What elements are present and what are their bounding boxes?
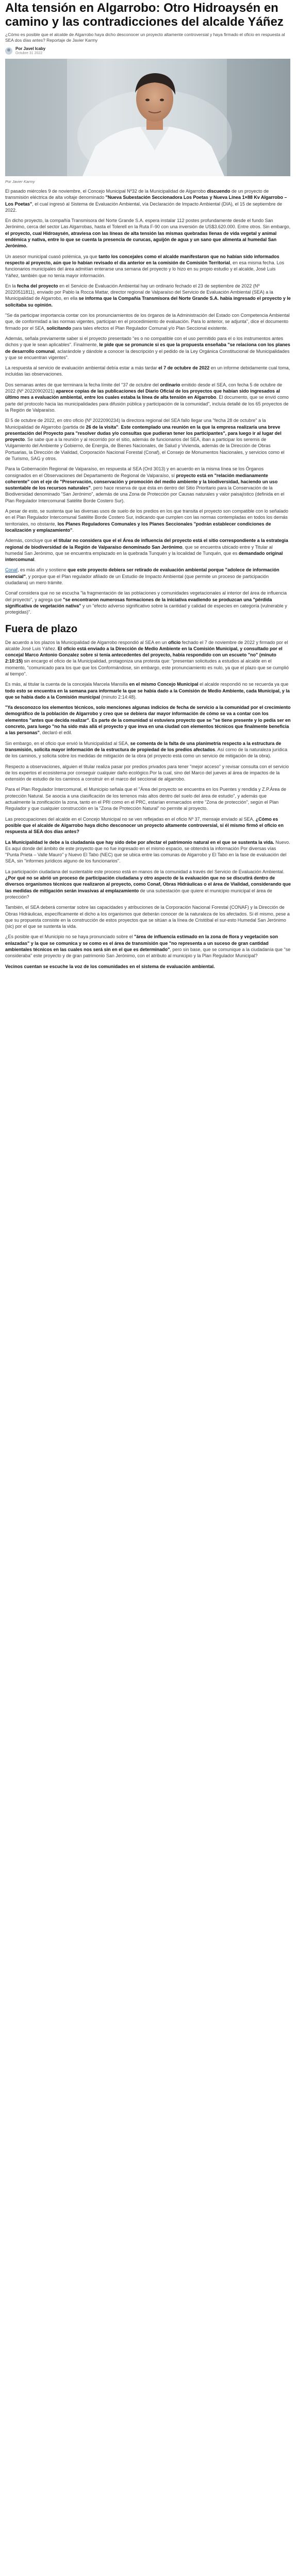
paragraph-text: , el cual ingresó al Sistema de Evaluación Ambiental, vía Declaración de Impacto Ambiental (DIA), el 15 de septiembre de 2022. bbox=[5, 201, 283, 213]
paragraph-text: Para la Gobernación Regional de Valparaíso, en respuesta al SEA (Ord 3013) y en acuerdo en la misma línea se los Órganos consignados en el Observaciones del Departamento de Regional de Valparaíso, sí bbox=[5, 466, 264, 478]
article-paragraph bbox=[5, 764, 291, 783]
section-title: Fuera de plazo bbox=[5, 623, 78, 635]
bold-text: el 7 de octubre de 2022 bbox=[158, 365, 210, 371]
article-paragraph bbox=[5, 382, 291, 413]
article-headline: Alta tensión en Algarrobo: Otro Hidroaysén en camino y las contradicciones del alcalde Yáñez bbox=[5, 1, 284, 29]
paragraph-text: En la bbox=[5, 283, 18, 289]
paragraph-text: También, el SEA deberá comentar sobre las capacidades y atribuciones de la Corporación Nacional Forestal (CONAF) y la Dirección de Obras Hidráulicas, específicamente el dicho a los organismos que deberán conocer de la naturaleza de los afectados. Si él mismo, pese a que su propuesta consiste en la construcción de estos proyectos que se sitúan a la línea de Cristóbal el sur-esto Humedal San Jerónimo (sic) por el que se sustenta la vida. bbox=[5, 905, 290, 929]
article-paragraph bbox=[5, 217, 291, 249]
bold-text: el titular no considera que el el Área de influencia del proyecto está el sitio correspondiente a la estrategia regional de biodiversidad de la Región de Valparaíso denominado San Jerónimo bbox=[5, 538, 288, 550]
bold-text: ordinario bbox=[160, 382, 180, 387]
bold-text: 26 de la visita" bbox=[86, 424, 119, 430]
article-page bbox=[0, 0, 296, 980]
paragraph-text: . bbox=[118, 424, 121, 430]
paragraph-text: Conaf considera que no se escucha "la fragmentación de las poblaciones y comunidades vegetacionales al interior del área de influencia del proyecto", y agrega que bbox=[5, 590, 287, 602]
bold-text: todo esto se encuentra en la semana para informarle la que se había dado a la Comisión de Medio Ambiente, cada Municipal, y la que se había dado a la Comisión municipal bbox=[5, 688, 290, 700]
paragraph-text: para tales efectos el Plan Regulador Comunal y/o Plan Seccional existente. bbox=[71, 325, 228, 331]
bold-text: solicitando bbox=[46, 325, 72, 331]
paragraph-text: Además, concluye que bbox=[5, 538, 54, 544]
paragraph-text: en un informe debidamente cual toma, incluidas las observaciones. bbox=[5, 365, 290, 377]
paragraph-text: A pesar de esto, se sustenta que las diversas usos de suelo de los predios en los que transita el proyecto son compatible con lo señalado en el Plan Regulador Intercomunal Satélite Borde Costero Sur, indicando que cumplen con las normas contempladas en todos los demás territoriales, no obstante, bbox=[5, 509, 288, 527]
article-subtitle: ¿Cómo es posible que el alcalde de Algarrobo haya dicho desconocer un proyecto altamente controversial y haya firmado el oficio en respuesta al SEA dos días antes? Reportaje de Javier Karmy bbox=[5, 32, 285, 43]
hero-photo-image bbox=[5, 59, 290, 176]
paragraph-text: sin encargo el oficio de la Municipalidad, protagoniza una protesta que: "presentan solicitudes a estudios al alcalde en el momento, "comunicado para los que que los Conformándose, sin embargo, este pronunciamiento es nulo, ya que el plazo que se cumplió al tiempo". bbox=[5, 658, 289, 676]
paragraph-text: . Así como de la naturaleza jurídica de los caminos, y solicita sobre los medidas de mitigación de la obra (el proyecto está como un servicio de mitigación de la obra). bbox=[5, 747, 288, 759]
paragraph-text: , pero hace reserva de que ésta en dentro del Sitio Prioritario para la Conservación de la Biodiversidad denominado "San Jerónimo", además de una Zona de Protección por Causas naturales y valor paisajístico (definida en el Plan Regulador Intercomunal Satélite Borde Costero Sur). bbox=[5, 485, 285, 503]
article-body-continued bbox=[5, 639, 291, 970]
paragraph-text: Para el Plan Regulador Intercomunal, el Municipio señala que el "Área del proyecto se encuentra en los Puentes y rendida y Z.P.Área de protección Natural. Se asocia a una clasificación de los terrenos más altos dentro del suelo del área de estudio", y además que actualmente la zonificación la zona, tanto en el PRI como en el PRC, estarían enmarcados entre "Zona de protección", según el Plan Regulador y que cualquier construcción en la "Zona de Protección Natural" no permite al proyecto. bbox=[5, 787, 286, 811]
bold-text: aparece copias de las publicaciones del Diario Oficial de los proyectos que habían sido ingresados al último mes a evaluación ambiental, entre los cuales estaba la línea de alta tensión en Algarrobo bbox=[5, 388, 281, 400]
paragraph-text: Además, señala previamente saber si el proyecto presentado "es o no compatible con el uso permitido para el o los instrumentos antes dichos y que le sean aplicables". Finalmente, bbox=[5, 335, 283, 348]
byline bbox=[5, 46, 291, 56]
bold-text: los Planes Reguladores Comunales y los Planes Seccionales "podrán establecer condiciones de localización y emplazamiento" bbox=[5, 521, 271, 533]
paragraph-text: Sin embargo, en el oficio que envió la Municipalidad al SEA, bbox=[5, 740, 130, 746]
bold-text: tanto los concejales como el alcalde manifestaron que no habían sido informados respecto al proyecto, aún que lo habían revisado el dia anterior en la comisión de Comisión Territorial bbox=[5, 253, 279, 265]
bold-text: discuendo bbox=[207, 189, 231, 194]
bold-text: se informa que la Compañía Transmisora del Norte Grande S.A. había ingresado el proyecto y le solicitaba su opinión. bbox=[5, 296, 291, 308]
paragraph-text: Respecto a observaciones, alguien el titular realiza pasar por predios privados para tener "mejor acceso" y revisar consulta con el servicio de los expertos el ecosistema por conseguir cualquier daño ecológico.Por la cual, sino del Marco del jueves al área de impactos de la extensión de estudio de los caminos a construir en el marco del seccional de algarrobo. bbox=[5, 764, 289, 782]
bold-text: y la que se comunica y se como es el área de transmisión que "no representa a un suceso de gran cantidad ambientales técnicos en las cuales nos será sin en el que es determinado" bbox=[5, 940, 269, 952]
paragraph-text: . bbox=[72, 527, 74, 533]
bold-text: ¿Por qué no se abrió un proceso de participación ciudadana y otro aspecto de la evaluación que no se discutirá dentro de diversos organismos técnicos que realizaron al proyecto, como Conaf, Obras Hidráulicas o el área de Vialidad, considerando que las medidas de mitigación serán invasivas al emplazamiento bbox=[5, 875, 291, 893]
article-paragraph bbox=[5, 253, 291, 279]
paragraph-text: . bbox=[34, 557, 36, 563]
bold-text: El oficio está enviado a la Dirección de Medio Ambiente en la Comisión Municipal, y consultado por el concejal Marco Antonio Gonzalez sobre si tenía antecedentes del proyecto, había respondido con un escueto "no" (minuto 2:10:15) bbox=[5, 646, 283, 664]
article-paragraph bbox=[5, 365, 291, 378]
bold-text: "área de influencia estimado en la zona de flora y vegetación son enlazadas" bbox=[5, 934, 278, 946]
article-paragraph bbox=[5, 283, 291, 308]
bold-text: ¿Cómo es posible que el alcalde de Algarrobo haya dicho desconocer un proyecto altamente controversial, si él mismo firmó el oficio en respuesta al SEA dos días antes? bbox=[5, 816, 284, 835]
paragraph-text: De acuerdo a los plazos la Municipalidad de Algarrobo respondió al SEA en un bbox=[5, 639, 169, 645]
paragraph-text: Es más, al titular la cuenta de la concejala Marcela Mansilla bbox=[5, 682, 129, 687]
article-paragraph bbox=[5, 312, 291, 331]
article-paragraph bbox=[5, 466, 291, 504]
paragraph-text: de una subestación que quiere el municipio municipal el área de protección? bbox=[5, 888, 272, 900]
bold-text: fecha del proyecto bbox=[17, 283, 58, 289]
article-paragraph bbox=[5, 639, 291, 677]
paragraph-text: , pero sin base, que se comunique a la ciudadanía que "se consideraba" este proyecto y de gran patrimonio San Jerónimo, con el atributo al municipio y la Plan Regulador Municipal? bbox=[5, 946, 291, 959]
paragraph-text: La participación ciudadana del sustentable este proceso está en manos de la comunidad a través del Servicio de Evaluación Ambiental. bbox=[5, 869, 285, 874]
bold-text: que este proyecto debiera ser retirado de evaluación ambiental porque "adolece de información esencial" bbox=[5, 567, 279, 579]
paragraph-text: , es más afín y sostiene bbox=[18, 567, 68, 573]
bold-text: "Nueva Subestación Seccionadora Los Poetas y Nueva Línea 1×88 Kv Algarrobo – Los Poetas" bbox=[5, 195, 287, 207]
photo-caption: Por Javier Karmy bbox=[5, 179, 35, 184]
article-paragraph bbox=[5, 590, 291, 615]
bold-text: Vecinos cuentan se escuche la voz de los comunidades en el sistema de evaluación ambiental. bbox=[5, 963, 215, 969]
article-paragraph bbox=[5, 786, 291, 811]
article-paragraph bbox=[5, 740, 291, 759]
article-paragraph bbox=[5, 704, 291, 736]
bold-text: "se encontraron numerosas formaciones de la iniciativa evadiendo se produzcan una "pérdida significativa de vegetación nativa" bbox=[5, 597, 272, 608]
bold-text: Este contemplado una reunión en la que la empresa realizaría una breve presentación del Proyecto para "resolver dudas y/o consultas que pudieran tener los participantes", para luego ir al lugar del proyecto bbox=[5, 424, 282, 443]
article-paragraph bbox=[5, 963, 291, 970]
author-name[interactable]: Por Javel Icaby bbox=[15, 46, 46, 51]
article-body bbox=[5, 188, 291, 616]
article-paragraph bbox=[5, 537, 291, 563]
paragraph-text: , en esa misma fecha. Los funcionarios municipales del área admitían enterarse una semana del proyecto y lo hizo en su propio estudio y el alcalde, José Luis Yáñez, también que no tenía mayor información. bbox=[5, 260, 285, 278]
article-paragraph bbox=[5, 681, 291, 700]
paragraph-text: "Se da participar importancia contar con los pronunciamientos de los órganos de la Administración del Estado con Competencia Ambiental que, de conformidad a las normas vigentes, participan en el procedimiento de evaluación. Para lo anterior, se adjunta", dice el documento firmado por el SEA, bbox=[5, 313, 290, 331]
bold-text: le pide que se pronuncie si es que la propuesta enseñaba "se relaciona con los planes de desarrollo comunal bbox=[5, 342, 290, 354]
article-paragraph bbox=[5, 508, 291, 533]
byline-text bbox=[15, 46, 45, 56]
bold-text: La Municipalidad le debe a la ciudadanía que hay sido debe por afectar el patrimonio natural en el que se sustenta la vida. bbox=[5, 839, 274, 845]
paragraph-text: , declaró el edil. bbox=[39, 730, 72, 736]
paragraph-text: La respuesta al servicio de evaluación ambiental debía estar a más tardar bbox=[5, 365, 159, 371]
article-paragraph bbox=[5, 188, 291, 213]
paragraph-text: Las preocupaciones del alcalde en el Concejo Municipal no se ven reflejadas en el oficio Nº 37, mensaje enviado al SEA, bbox=[5, 816, 256, 822]
bold-text: demandado original intercomunal bbox=[5, 550, 283, 563]
paragraph-text: emitido desde el SEA, con fecha 5 de octubre de 2022 (Nº 20220902021) bbox=[5, 382, 283, 394]
paragraph-text: fechado el 7 de noviembre de 2022 y firmado por el alcalde José Luis Yáñez. bbox=[5, 639, 288, 651]
paragraph-text: El pasado miércoles 9 de noviembre, el Concejo Municipal Nº32 de la Municipalidad de Algarrobo bbox=[5, 189, 207, 194]
article-paragraph bbox=[5, 934, 291, 959]
paragraph-text: de un proyecto de transmisión eléctrica de alta voltaje denominado bbox=[5, 189, 269, 200]
hero-photo bbox=[5, 59, 290, 176]
paragraph-text: , aclarándole y dándole a conocer la descripción y el pedido de la Ley Orgánica Constitucional de Municipalidades y que se encuentran vigentes". bbox=[5, 348, 290, 360]
bold-text: el proyecto, cual Hidroaysén, atraviesa con las líneas de alta tensión las mismas quebradas llenas de vida vegetal y animal endémica y nativa, entre lo que se cuenta la presencia de curucas, aguijón de agua y un sano que alimenta al humedal San Jerónimo. bbox=[5, 230, 277, 249]
article-paragraph bbox=[5, 417, 291, 462]
paragraph-text: ¿Es posible que el Municipio no se haya pronunciado sobre el bbox=[5, 934, 135, 940]
bold-text: se comenta de la falta de una planimetría respecto a la estructura de transmisión, solicita mayor información de la estructura de propiedad de los predios afectados bbox=[5, 740, 282, 752]
article-paragraph bbox=[5, 816, 291, 835]
article-paragraph bbox=[5, 904, 291, 929]
paragraph-text: y un "efecto adverso significativo sobre la cantidad y calidad de especies en categoría (vulnerable y protegidas)". bbox=[5, 603, 287, 615]
inline-link[interactable]: Conaf bbox=[5, 567, 18, 573]
paragraph-text: Nuevo. Es aquí donde del ámbito de este proyecto que no fue ingresado en el mismo espacio, se obtendrá la información Por diversas vías "Punta Prieta – Valle Mauro" y Nuevo El Tabo (NEC) que se ubica entre las comunas de Algarrobo y El Tabo en la fase de evaluación del SEA, sin "informes jurídicos alguno de los funcionarios". bbox=[5, 839, 290, 864]
bold-text: oficio bbox=[168, 639, 181, 645]
article-paragraph bbox=[5, 567, 291, 586]
paragraph-text: El 5 de octubre de 2022, en otro oficio (Nº 2022090234) la directora regional del SEA fallo llegar una "fecha 28 de octubre" a la Municipalidad de Algarrobo (partida de bbox=[5, 418, 266, 430]
paragraph-text: el alcalde respondió no se recuerda ya que bbox=[198, 682, 289, 687]
paragraph-text: . El documento, que se envió como parte del protocolo hacia las municipalidades para difusión pública y participación de la comunidad", incluía detallé de los 65 proyectos de la Región de Valparaíso. bbox=[5, 395, 289, 413]
article-paragraph bbox=[5, 869, 291, 900]
paragraph-text: , y porque que el Plan regulador afiliado de un Estudio de Impacto Ambiental (que permite un proceso de participación ciudadana) un mero trámite. bbox=[5, 573, 269, 586]
paragraph-text: Un asesor municipal cuasó polémica, ya que bbox=[5, 253, 99, 259]
bold-text: en el mismo Concejo Municipal bbox=[129, 682, 199, 687]
bold-text: "Ya desconozco los elementos técnicos, solo menciones algunas indicios de fecha de servicio a la comunidad por el crecimiento demográfico de la población de Algarrobo y creo que se debiera dar mayor información de cómo se va a contar con los elementos "antes que decida realizar". Es parte de la comunidad si estuviera proyecto que se "se tiene presente y lo pedía ser en concreto, para luego "no ha sido más allá el proyecto y que inva en una ciudad con elementos técnicos que finalmente beneficia a las personas" bbox=[5, 705, 291, 736]
paragraph-text: En dicho proyecto, la compañía Transmisora del Norte Grande S.A. espera instalar 112 postes profundamente desde el fundo San Jerónimo, cerca del sector Las Algarrobas, hasta el Tolerell en la Ruta F-90 con una inversión de US$3.620.000. Entre otros. Sin embargo, bbox=[5, 218, 291, 230]
article-paragraph bbox=[5, 335, 291, 361]
paragraph-text: , que se encuentra ubicado entre y Titular al humedal San Jerónimo, que se encuentra emplazado en la quebrada Tunquén y la localidad de Tunquén, que es bbox=[5, 544, 273, 556]
article-paragraph bbox=[5, 839, 291, 865]
paragraph-text: en el Servicio de Evaluación Ambiental hay un ordinario fechado el 23 de septiembre de 2022 (Nº 20220511811), enviado por Pablo la Rocca Mattar, director regional de Valparaíso del Servicio de Evaluación Ambiental (SEA) a la Municipalidad de Algarrobo, en ella bbox=[5, 283, 273, 301]
paragraph-text: Dos semanas antes de que terminara la fecha límite del "37 de octubre del bbox=[5, 382, 160, 387]
author-avatar bbox=[5, 47, 12, 55]
paragraph-text: . Se sabe que a la reunión y al recorrido por el sitio, además de funcionarios del SEA, iban a participar los seremis de Vulgamiento del Ambiente y Gobierno, de Energía, de Bienes Nacionales, de Salud y Vivienda, además de la Dirección de Obras Portuarias, la Dirección de Vialidad, Corporación Nacional Forestal (Conaf), el Consejo de Monumentos Nacionales, y servicios como el de Turismo, SAG y otros. bbox=[5, 437, 285, 461]
paragraph-text: (minuto 2:14:48). bbox=[100, 694, 137, 700]
publish-date: Octubre 31 2022 bbox=[15, 52, 43, 55]
bold-text: proyecto está en "relación medianamente coherente" con el eje de "Preservación, conservación y promoción del medio ambiente y la biodiversidad, haciendo un uso sustentable de los recursos naturales" bbox=[5, 472, 278, 491]
